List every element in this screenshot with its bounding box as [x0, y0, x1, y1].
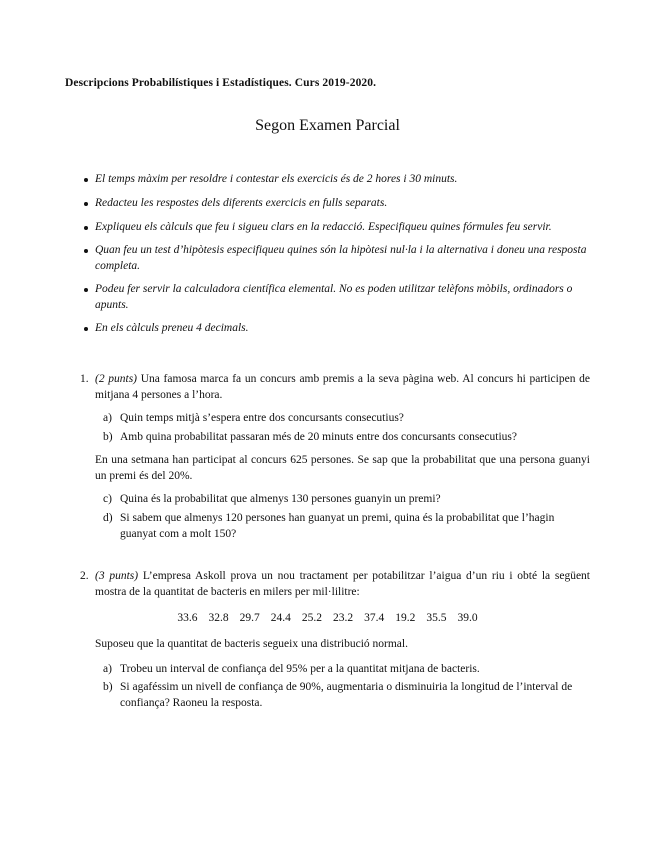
- question-number: 1.: [80, 373, 89, 385]
- question-text: Una famosa marca fa un concurs amb premis a la seva pàgina web. Al concurs hi participen de mitjana 4 persones a l’hora.: [95, 373, 590, 401]
- sample-value: 23.2: [333, 612, 354, 624]
- sample-value: 37.4: [364, 612, 385, 624]
- subquestion-a: Trobeu un interval de confiança del 95% per a la quantitat mitjana de bacteris.: [120, 663, 480, 675]
- subquestion-label: b): [103, 681, 113, 693]
- sample-value: 32.8: [208, 612, 229, 624]
- instruction-item: Podeu fer servir la calculadora científica elemental. No es poden utilitzar telèfons mòbils, ordinadors o apunts.: [95, 282, 590, 313]
- sample-value: 19.2: [395, 612, 416, 624]
- subquestion-a: Quin temps mitjà s’espera entre dos concursants consecutius?: [120, 412, 404, 424]
- sample-value: 33.6: [177, 612, 198, 624]
- exam-title: Segon Examen Parcial: [255, 117, 400, 134]
- subquestion-c: Quina és la probabilitat que almenys 130 persones guanyin un premi?: [120, 493, 441, 505]
- sample-value: 29.7: [239, 612, 260, 624]
- question-text: L’empresa Askoll prova un nou tractament per potabilitzar l’aigua d’un riu i obté la següent mostra de la quantitat de bacteris en milers per mil·lilitre:: [95, 570, 591, 598]
- instruction-item: Quan feu un test d’hipòtesis especifiqueu quines són la hipòtesi nul·la i la alternativa i doneu una resposta completa.: [95, 243, 590, 274]
- instruction-item: Expliqueu els càlculs que feu i sigueu clars en la redacció. Especifiqueu quines fórmules feu servir.: [95, 220, 590, 236]
- sample-value: 39.0: [457, 612, 478, 624]
- question-context: En una setmana han participat al concurs 625 persones. Se sap que la probabilitat que una persona guanyi un premi és del 20%.: [95, 454, 590, 482]
- sample-value: 24.4: [270, 612, 291, 624]
- course-header: Descripcions Probabilístiques i Estadístiques. Curs 2019-2020.: [65, 77, 377, 89]
- question-intro: [95, 372, 590, 403]
- sample-data-row: [0, 612, 655, 624]
- subquestion-d: Si sabem que almenys 120 persones han guanyat un premi, quina és la probabilitat que l’hagin guanyat com a molt 150?: [120, 512, 555, 540]
- instruction-item: Redacteu les respostes dels diferents exercicis en fulls separats.: [95, 196, 590, 212]
- instruction-item: En els càlculs preneu 4 decimals.: [95, 321, 590, 337]
- subquestion-b: Amb quina probabilitat passaran més de 20 minuts entre dos concursants consecutius?: [120, 431, 517, 443]
- subquestion-label: b): [103, 431, 113, 443]
- sample-value: 35.5: [426, 612, 447, 624]
- question-number: 2.: [80, 570, 89, 582]
- subquestion-b: Si agaféssim un nivell de confiança de 90%, augmentaria o disminuiria la longitud de l’interval de confiança? Raoneu la resposta.: [120, 681, 573, 709]
- subquestion-label: d): [103, 512, 113, 524]
- question-intro: [95, 569, 590, 600]
- subquestion-label: a): [103, 663, 112, 675]
- subquestion-label: c): [103, 493, 112, 505]
- instruction-item: El temps màxim per resoldre i contestar els exercicis és de 2 hores i 30 minuts.: [95, 172, 590, 188]
- question-points: (3 punts): [95, 570, 139, 582]
- subquestion-label: a): [103, 412, 112, 424]
- question-context: Suposeu que la quantitat de bacteris segueix una distribució normal.: [95, 638, 408, 650]
- question-points: (2 punts): [95, 373, 138, 385]
- sample-value: 25.2: [301, 612, 322, 624]
